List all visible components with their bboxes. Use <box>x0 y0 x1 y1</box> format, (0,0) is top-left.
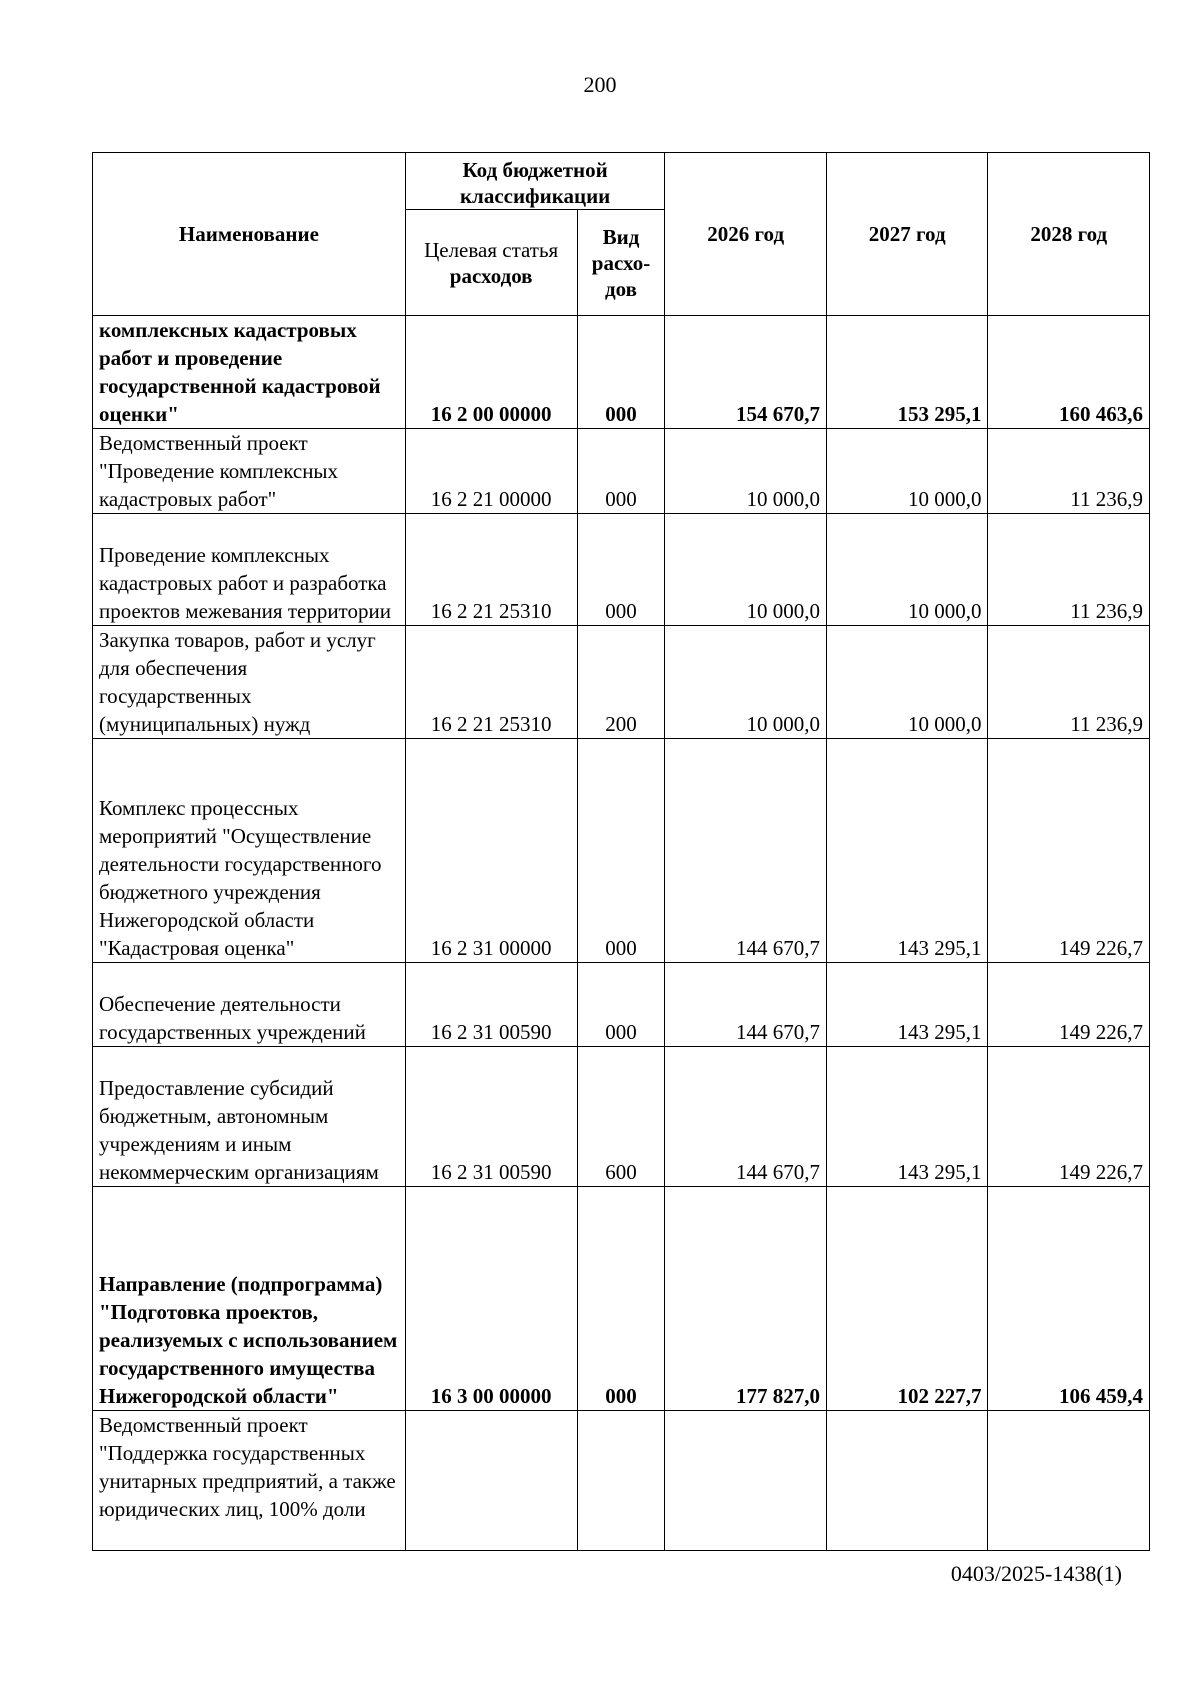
row-name: комплексных кадастровых работ и проведение государственной кадастровой оценки" <box>93 316 406 429</box>
header-name: Наименование <box>93 153 406 316</box>
row-name: Ведомственный проект "Поддержка государственных унитарных предприятий, а также юридических лиц, 100% доли <box>93 1411 406 1551</box>
row-value-2026: 144 670,7 <box>665 739 827 963</box>
row-name: Комплекс процессных мероприятий "Осуществление деятельности государственного бюджетного учреждения Нижегородской области "Кадастровая оценка" <box>93 739 406 963</box>
table-row <box>93 316 1150 429</box>
document-number: 0403/2025-1438(1) <box>950 1561 1122 1586</box>
row-value-2027: 10 000,0 <box>826 429 988 514</box>
header-row-top <box>93 153 1150 210</box>
table-row <box>93 1187 1150 1411</box>
row-value-2028: 106 459,4 <box>988 1187 1150 1411</box>
row-value-2028: 11 236,9 <box>988 514 1150 626</box>
row-kind-code: 200 <box>577 626 665 739</box>
page-number: 200 <box>583 72 617 97</box>
row-target-code <box>405 1411 577 1551</box>
row-value-2026 <box>665 1411 827 1551</box>
table-row <box>93 963 1150 1047</box>
row-target-code: 16 2 31 00000 <box>405 739 577 963</box>
table-row <box>93 1047 1150 1187</box>
header-kind-line1: Вид <box>602 224 640 249</box>
row-value-2027: 143 295,1 <box>826 1047 988 1187</box>
row-target-code: 16 2 21 00000 <box>405 429 577 514</box>
row-kind-code: 000 <box>577 429 665 514</box>
row-value-2027: 10 000,0 <box>826 514 988 626</box>
row-target-code: 16 2 31 00590 <box>405 1047 577 1187</box>
row-kind-code: 000 <box>577 316 665 429</box>
row-value-2026: 10 000,0 <box>665 514 827 626</box>
row-value-2027: 143 295,1 <box>826 739 988 963</box>
row-value-2028: 11 236,9 <box>988 429 1150 514</box>
row-target-code: 16 2 31 00590 <box>405 963 577 1047</box>
row-name: Направление (подпрограмма) "Подготовка проектов, реализуемых с использованием государственного имущества Нижегородской области" <box>93 1187 406 1411</box>
row-name: Предоставление субсидий бюджетным, автономным учреждениям и иным некоммерческим организациям <box>93 1047 406 1187</box>
row-target-code: 16 3 00 00000 <box>405 1187 577 1411</box>
row-target-code: 16 2 21 25310 <box>405 514 577 626</box>
header-2027: 2027 год <box>826 153 988 316</box>
row-value-2026: 144 670,7 <box>665 963 827 1047</box>
row-name: Ведомственный проект "Проведение комплексных кадастровых работ" <box>93 429 406 514</box>
header-target-article <box>405 210 577 316</box>
row-kind-code: 000 <box>577 1187 665 1411</box>
row-name: Обеспечение деятельности государственных учреждений <box>93 963 406 1047</box>
row-value-2026: 10 000,0 <box>665 429 827 514</box>
row-value-2026: 144 670,7 <box>665 1047 827 1187</box>
row-value-2028: 149 226,7 <box>988 1047 1150 1187</box>
table-row <box>93 1411 1150 1551</box>
header-code-group: Код бюджетной классификации <box>405 153 665 210</box>
row-value-2026: 154 670,7 <box>665 316 827 429</box>
row-kind-code: 000 <box>577 514 665 626</box>
row-value-2027: 153 295,1 <box>826 316 988 429</box>
row-value-2028 <box>988 1411 1150 1551</box>
row-value-2027: 102 227,7 <box>826 1187 988 1411</box>
row-kind-code: 000 <box>577 739 665 963</box>
row-value-2028: 149 226,7 <box>988 739 1150 963</box>
header-2026: 2026 год <box>665 153 827 316</box>
row-value-2026: 177 827,0 <box>665 1187 827 1411</box>
row-value-2028: 11 236,9 <box>988 626 1150 739</box>
budget-table <box>92 152 1150 1551</box>
table-row <box>93 626 1150 739</box>
row-name: Проведение комплексных кадастровых работ и разработка проектов межевания территории <box>93 514 406 626</box>
row-value-2027 <box>826 1411 988 1551</box>
row-kind-code: 600 <box>577 1047 665 1187</box>
row-value-2028: 149 226,7 <box>988 963 1150 1047</box>
row-value-2027: 143 295,1 <box>826 963 988 1047</box>
row-target-code: 16 2 00 00000 <box>405 316 577 429</box>
row-kind-code: 000 <box>577 963 665 1047</box>
table-row <box>93 514 1150 626</box>
header-target-line1: Целевая статья <box>424 237 559 262</box>
header-kind-line2: расхо- <box>591 250 651 275</box>
row-name: Закупка товаров, работ и услуг для обеспечения государственных (муниципальных) нужд <box>93 626 406 739</box>
row-kind-code <box>577 1411 665 1551</box>
table-row <box>93 739 1150 963</box>
header-kind-line3: дов <box>605 276 637 301</box>
row-value-2027: 10 000,0 <box>826 626 988 739</box>
row-value-2026: 10 000,0 <box>665 626 827 739</box>
row-target-code: 16 2 21 25310 <box>405 626 577 739</box>
header-2028: 2028 год <box>988 153 1150 316</box>
header-expense-kind <box>577 210 665 316</box>
table-row <box>93 429 1150 514</box>
header-target-line2: расходов <box>449 263 533 288</box>
row-value-2028: 160 463,6 <box>988 316 1150 429</box>
